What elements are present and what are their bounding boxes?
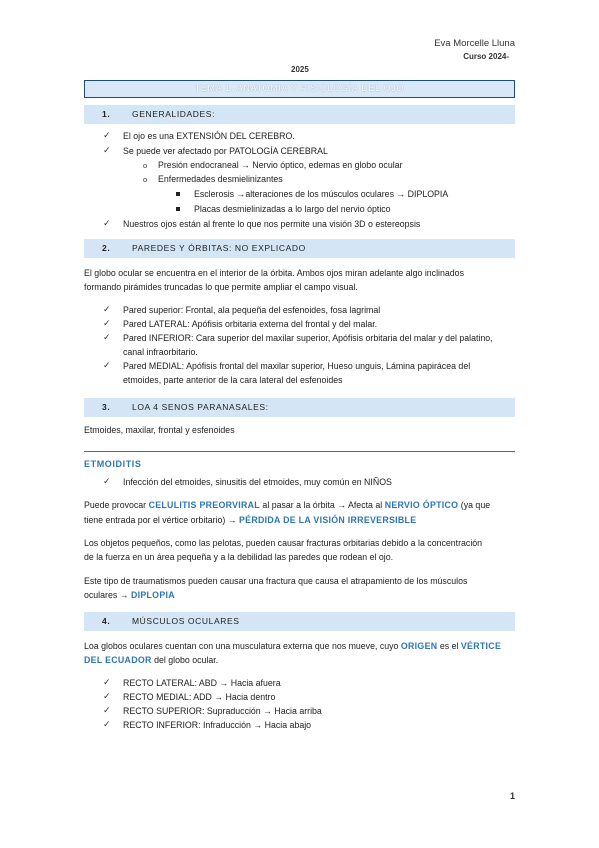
page-number: 1 [510,791,516,801]
section-label: PAREDES Y ÓRBITAS: NO EXPLICADO [132,243,306,253]
list-item: RECTO INFERIOR: Infraducción → Hacia abajo [123,720,312,730]
checkmark-icon: ✓ [103,691,111,701]
list-item: RECTO MEDIAL: ADD → Hacia dentro [123,692,276,702]
list-item: Se puede ver afectado por PATOLOGÍA CEREBRAL [123,146,328,156]
section-heading-generalidades [84,105,515,124]
paragraph-line [84,655,520,666]
list-item: Placas desmielinizadas a lo largo del nervio óptico [194,204,391,214]
highlight-text: NERVIO ÓPTICO [384,500,459,510]
paragraph-line [84,590,520,601]
highlight-text: DEL ECUADOR [84,655,152,665]
highlight-text: CELULITIS PREORVIRAL [148,500,260,510]
paragraph-line [84,515,520,526]
section-number: 4. [102,616,111,626]
text-run: (ya que [458,500,491,510]
checkmark-icon: ✓ [103,677,111,687]
section-heading-musculos [84,612,515,631]
list-item: Enfermedades desmielinizantes [158,174,283,184]
text-run: Puede provocar [84,500,149,510]
document-title-bar [84,80,515,98]
section-heading-senos [84,398,515,417]
list-item-continuation: etmoides, parte anterior de la cara lateral del esfenoides [123,375,343,385]
list-item: RECTO LATERAL: ABD → Hacia afuera [123,678,281,688]
section-number: 1. [102,109,111,119]
highlight-text: DIPLOPIA [130,590,175,600]
list-item: El ojo es una EXTENSIÓN DEL CEREBRO. [123,131,295,141]
divider [84,451,515,452]
highlight-text: PÉRDIDA DE LA VISIÓN IRREVERSIBLE [239,515,417,525]
subheading-etmoiditis: ETMOIDITIS [84,459,142,469]
list-item-continuation: canal infraorbitario. [123,347,198,357]
circle-bullet-icon: o [143,175,148,184]
checkmark-icon: ✓ [103,130,111,140]
list-item: Pared INFERIOR: Cara superior del maxilar superior, Apófisis orbitaria del malar y del palatino, [123,333,493,343]
list-item: Nuestros ojos están al frente lo que nos permite una visión 3D o estereopsis [123,219,421,229]
checkmark-icon: ✓ [103,304,111,314]
section-label: MÚSCULOS OCULARES [132,616,240,626]
text-run: es el [437,641,461,651]
section-heading-paredes [84,239,515,258]
text-run: al pasar a la órbita → Afecta al [259,500,385,510]
square-bullet-icon [176,207,180,211]
list-item: Pared superior: Frontal, ala pequeña del esfenoides, fosa lagrimal [123,305,381,315]
paragraph-line: Los objetos pequeños, como las pelotas, pueden causar fracturas orbitarias debido a la concentración [84,538,483,548]
square-bullet-icon [176,192,180,196]
section-number: 2. [102,243,111,253]
list-item: Infección del etmoides, sinusitis del etmoides, muy común en NIÑOS [123,477,392,487]
section-label: LOA 4 SENOS PARANASALES: [132,402,269,412]
checkmark-icon: ✓ [103,145,111,155]
text-run: tiene entrada por el vértice orbitario) → [84,515,239,525]
list-item: Esclerosis →alteraciones de los músculos oculares → DIPLOPIA [194,189,449,199]
header-course: Curso 2024- [463,52,509,61]
paragraph-line: El globo ocular se encuentra en el interior de la órbita. Ambos ojos miran adelante algo inclinados [84,268,464,278]
checkmark-icon: ✓ [103,719,111,729]
text-run: del globo ocular. [151,655,219,665]
text-run: Loa globos oculares cuentan con una musculatura externa que nos mueve, cuyo [84,641,401,651]
checkmark-icon: ✓ [103,332,111,342]
document-title: TEMA 1. ANATOMIA Y FISIOLOGÍA DEL OJO [194,83,405,93]
checkmark-icon: ✓ [103,318,111,328]
paragraph-line [84,641,520,652]
paragraph-line: Etmoides, maxilar, frontal y esfenoides [84,425,235,435]
checkmark-icon: ✓ [103,218,111,228]
list-item: Pared MEDIAL: Apófisis frontal del maxilar superior, Hueso unguis, Lámina papirácea del [123,361,471,371]
paragraph-line: formando pirámides truncadas lo que permite ampliar el campo visual. [84,282,358,292]
checkmark-icon: ✓ [103,476,111,486]
paragraph-line: de la fuerza en un área pequeña y a la debilidad las paredes que rodean el ojo. [84,552,394,562]
list-item: Presión endocraneal → Nervio óptico, edemas en globo ocular [158,160,403,170]
highlight-text: VÉRTICE [460,641,502,651]
text-run: oculares → [84,590,131,600]
section-number: 3. [102,402,111,412]
circle-bullet-icon: o [143,161,148,170]
paragraph-line: Este tipo de traumatismos pueden causar una fractura que causa el atrapamiento de los músculos [84,576,468,586]
list-item: Pared LATERAL: Apófisis orbitaria externa del frontal y del malar. [123,319,378,329]
highlight-text: ORIGEN [400,641,438,651]
checkmark-icon: ✓ [103,705,111,715]
header-author: Eva Morcelle Lluna [434,38,515,49]
paragraph-line [84,500,520,511]
section-label: GENERALIDADES: [132,109,216,119]
header-year: 2025 [291,65,309,74]
list-item: RECTO SUPERIOR: Supraducción → Hacia arriba [123,706,322,716]
checkmark-icon: ✓ [103,360,111,370]
